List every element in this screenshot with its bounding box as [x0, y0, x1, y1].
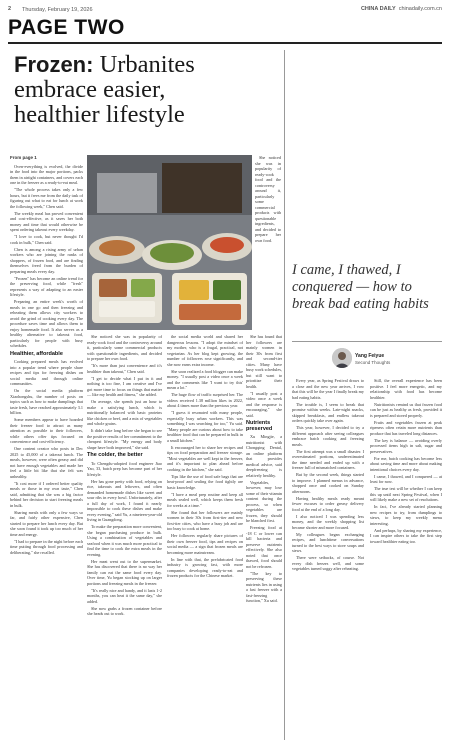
paragraph: There were setbacks, of course. Not every dish freezes well, and some vegetables turned soggy after reheating.: [292, 555, 364, 571]
paragraph: In line with that, the prefabricated food industry is growing fast, with more companies developing ready-to-eat and frozen products for the Chinese market.: [167, 556, 243, 578]
section-rule: [8, 42, 442, 44]
issue-date: Thursday, February 19, 2026: [22, 7, 93, 13]
paragraph: She noticed she was in popularity of ready-cook food and the controversy around it, particularly some commercial products with questionable ingredients, and decided to prepare her own food.: [255, 155, 281, 243]
byline: From page 1: [10, 155, 37, 160]
article-column-2b: [87, 334, 162, 744]
subhead: Healthier, affordable: [10, 350, 63, 357]
paragraph: The first attempt was a small disaster. I overestimated portions, underestimated the time needed and ended up with a freezer full of mismatched containers.: [292, 448, 364, 470]
paragraph: Chen is among a rising army of urban workers who are joining the ranks of shoppers, of frozen food, and are finding themselves freed from the burden of preparing meals every day.: [10, 246, 83, 274]
paragraph: Every year, as Spring Festival draws to a close and the new year arrives, I vow that this will be the year I finally break my bad eating habits.: [292, 378, 364, 400]
paragraph: Preparing an entire week's worth of meals in one go and then freezing and reheating them allows city workers to avoid the grind of cooking every day. The procedure saves time and allows them to enjoy homemade food. It also serves as a healthy alternative to takeout food, particularly for people with busy schedules.: [10, 299, 83, 348]
paragraph: I also noticed I was spending less money, and the weekly shopping list became shorter and more focused.: [292, 513, 364, 530]
paragraph: And perhaps, by sharing my experience, I can inspire others to take the first step toward healthier eating too.: [370, 527, 442, 544]
paragraph: "I get to decide what I put in it and nothing is too fine, I am creative and I've got more time to focus on things that matter — like my health and fitness," she added.: [87, 375, 162, 397]
paragraph: In fact, I've already started planning new recipes to try, from dumplings to stews, to keep my weekly menu interesting.: [370, 504, 442, 526]
paragraph: She has found that her followers are mainly women in their 30s from first and second-tier cities. Many have busy work schedules, but still want to prioritize their health.: [246, 334, 282, 389]
paragraph: Vegetables, however, may lose some of their vitamin content during the process, so when vegetables are frozen, they should be blanched first.: [246, 479, 282, 523]
paragraph: "I guess it resonated with many people, especially busy urban workers. This was something I was searching for too," Yu said. "Many people are curious about how to take healthier food that can be prepared in bulk in a small kitchen.": [167, 410, 243, 443]
paragraph: Tips like the use of food safe bags that are heat-proof and sealing the food tightly are basic knowledge.: [167, 473, 243, 490]
headline-rest: Urbanites embrace easier, healthier lifestyle: [14, 51, 195, 128]
paragraph: On the social media platform Xiaohongshu, the number of posts on topics such as how to make dumplings that taste fresh, have reached approximately 3.1 billion.: [10, 388, 83, 415]
paragraph: "I usually post a video once a week and the response is encouraging," she said.: [246, 390, 282, 418]
paragraph: Her has gone pretty with food, relying on rice, takeouts and leftovers, and often demanded homemade dishes like sweet and sour ribs in every bowl. Unfortunately, after a full day of work, I found it nearly impossible to cook these dishes and make every evening," said Yu, a nineteen-year-old living in Guangdong.: [87, 478, 162, 522]
newspaper-brand: [361, 6, 442, 12]
paragraph: Xu Mingjie, a nutritionist with Chongqing Dental, an online platform that provides medical advice, said deepfreezing is relatively healthy.: [246, 434, 282, 478]
paragraph: "I had to prepare in the night before each time putting through food processing and deliberating," she recalled.: [10, 538, 83, 555]
article-column-final: [246, 334, 282, 744]
paragraph: Sharing meals with only a few ways so far, and fairly other expensive, Chen started to prepare her lunch every day. But she soon found it took up too much of her time and energy.: [10, 509, 83, 537]
paragraph: "It cost more if I ordered better quality meals or those in my own taste," Chen said, admitting that she was a big factor behind her decision to start freezing meals in bulk.: [10, 480, 83, 508]
opinion-column-1: [292, 378, 364, 743]
paragraph: "Frozen" has become an online trend for the preserving food, while "fresh" represents a way of adapting to an easier lifestyle.: [10, 275, 83, 297]
column-title: Second Thoughts: [355, 360, 391, 365]
paragraph: Freezing food at -18 C or lower can kill bacteria and preserve nutrients effectively. She also noted that once thawed, food should not be refrozen.: [246, 525, 282, 569]
brand-site: chinadaily.com.cn: [398, 6, 442, 12]
paragraph: She soon realized a food blogger can make money. "I usually post a video once a week and the comments like 'I want to try this' mean a lot.": [167, 368, 243, 390]
pull-quote-rule: [292, 341, 442, 342]
paragraph: She noticed she was in popularity of ready-cook food and the controversy around it, particularly some commercial products with questionable ingredients, and decided to prepare her own food.: [87, 334, 162, 361]
paragraph: The weekly meal has proved convenient and cost-effective, as it saves her both money and time that would otherwise be spent ordering takeout every weekday.: [10, 210, 83, 232]
headline: [14, 52, 254, 127]
paragraph: It didn't take long before she began to see the positive results of her commitment to the cheapest lifestyle. "My energy and body shape have both improved," she said.: [87, 428, 162, 450]
paragraph: To make the preparation more convenient, she began purchasing produce in bulk. Using a combination of vegetables and seafood when it was much more practical to find the time to cook the extra meals in the evening.: [87, 524, 162, 557]
paragraph: the social media world and shared her dangerous lessons. "I adopt the mindset of my mother, who is a frugal, practical, not vegetarian. As her blog kept growing, the number of followers rose significantly, and she now earns extra income.: [167, 334, 243, 367]
paragraph: "The key to preserving these nutrients lies in using a fast freezer with a fast-freezing function," Xu said.: [246, 570, 282, 603]
paragraph: On average, she spends just an hour to make a satisfying lunch, which is nutritionally balanced with basic proteins like chicken or beef, and a mix of vegetables and whole grains.: [87, 399, 162, 426]
article-column-2: [105, 155, 158, 325]
article-column-3: [167, 334, 243, 744]
paragraph: Her meat went out to the supermarket. She has discovered that there is no way her family can eat the same food every day. Over time, Yu began stocking up on larger portions and freezing meals in the freezer.: [87, 558, 162, 586]
person-icon: [332, 348, 352, 368]
paragraph: Still, the overall experience has been positive. I feel more energetic, and my relationship with food has become healthier.: [370, 378, 442, 400]
paragraph: It encouraged her to share her recipes and tips on food preparation and freezer storage. "Most vegetables are well kept in the freezer, and it's important to plan ahead before cooking in the kitchen," she said.: [167, 444, 243, 472]
article-column-2-upper: [255, 155, 281, 330]
paragraph: Some members appear to have hoarded their freezer food to attract as many attention as possible to their followers, while others offer tips focused on convenience and cost-efficiency.: [10, 417, 83, 444]
paragraph: Nutritionists remind us that frozen food can be just as healthy as fresh, provided it is prepared and stored properly.: [370, 401, 442, 418]
paragraph: "It's really nice and handy, and it lasts 1-2 months, you can heat it the same day," she added.: [87, 587, 162, 604]
paragraph: This year, however, I decided to try a different approach after seeing colleagues embrace batch cooking and freezing meals.: [292, 425, 364, 447]
paragraph: My colleagues began exchanging recipes, and lunchtime conversations turned to the best ways to store soups and stews.: [292, 531, 364, 553]
page-number: 2: [8, 6, 12, 12]
brand-name: CHINA DAILY: [360, 6, 396, 12]
article-column-1: [10, 155, 83, 745]
paragraph: Her followers regularly share pictures of their own freezer food, tips and recipes on social media — a sign that frozen meals are becoming more mainstream.: [167, 533, 243, 555]
paragraph: One content creator who posts in Dec 2025 to 45,000 of a takeout lunch. The meals, however, were often greasy and did not have enough vegetables and made her feel a little bit like that she felt was unhealthy.: [10, 446, 83, 479]
opinion-column-2: [370, 378, 442, 743]
author-name: Yang Feiyue: [355, 353, 385, 359]
paragraph: The key is balance — avoiding overly processed items high in salt, sugar and preservatives.: [370, 437, 442, 454]
paragraph: The true test will be whether I can keep this up until next Spring Festival, when I will likely make a new set of resolutions.: [370, 486, 442, 502]
paragraph: For me, batch cooking has become less about saving time and more about making intentional choices every day.: [370, 455, 442, 472]
paragraph: "I have a meal prep routine and keep all meals sealed well, which keeps them fresh for weeks at a time.": [167, 491, 243, 508]
subhead: Nutrients preserved: [246, 420, 273, 432]
paragraph: Cooking prepared meals has evolved into a popular trend where people share recipes and tips for freezing dishes on social media and through online communities.: [10, 359, 83, 386]
paragraph: But by the second week, things started to improve. I planned menus in advance, shopped once and cooked on Sunday afternoons.: [292, 472, 364, 494]
paragraph: "The whole process takes only a few hours, but it frees me from the daily task of figuring out what to eat for lunch at work the following week," Chen said.: [10, 187, 83, 209]
headline-lead: Frozen:: [14, 52, 94, 77]
column-divider: [284, 50, 285, 740]
pull-quote: I came, I thawed, I conquered — how to break bad eating habits: [292, 262, 429, 312]
paragraph: Fruits and vegetables frozen at peak ripeness often retain more nutrients than produce that has traveled long distances.: [370, 419, 442, 436]
paragraph: Having healthy meals ready meant fewer excuses to order greasy delivery food at the end of a long day.: [292, 495, 364, 512]
paragraph: She found that her followers are mainly women in their 30s from first-tier and new first-tier cities, who have a busy job and are too busy to cook at home.: [167, 509, 243, 531]
paragraph: To Chengdu-adopted food engineer Jiao Yao, 33, batch prep has become part of her lifestyle.: [87, 460, 162, 477]
paragraph: "It's more than just convenience and it's healthier than takeout," Chen said.: [87, 363, 162, 374]
paragraph: She now grabs a frozen container before she heads out to work.: [87, 605, 162, 616]
paragraph: "I love to cook, but never thought I'd cook in bulk," Chen said.: [10, 234, 83, 245]
paragraph: I came, I thawed, and I conquered — at least for now.: [370, 473, 442, 484]
folio-bar: [8, 6, 442, 16]
paragraph: The trouble is, I seem to break that promise within weeks. Late-night snacks, skipped breakfasts, and endless takeout orders quickly take over again.: [292, 401, 364, 423]
paragraph: Oven-everything is evolved, the divide in the food into the major portions, packs them in airtight containers, and covers each one in the freezer as a ready-to-eat meal.: [10, 163, 83, 185]
section-label: PAGE TWO: [8, 16, 125, 39]
avatar: [332, 348, 352, 368]
subhead: The colder, the better: [87, 452, 143, 458]
paragraph: The huge flow of traffic surprised her. The videos received 1.38 million likes in 2022, about 4 times more than the previous year.: [167, 392, 243, 408]
